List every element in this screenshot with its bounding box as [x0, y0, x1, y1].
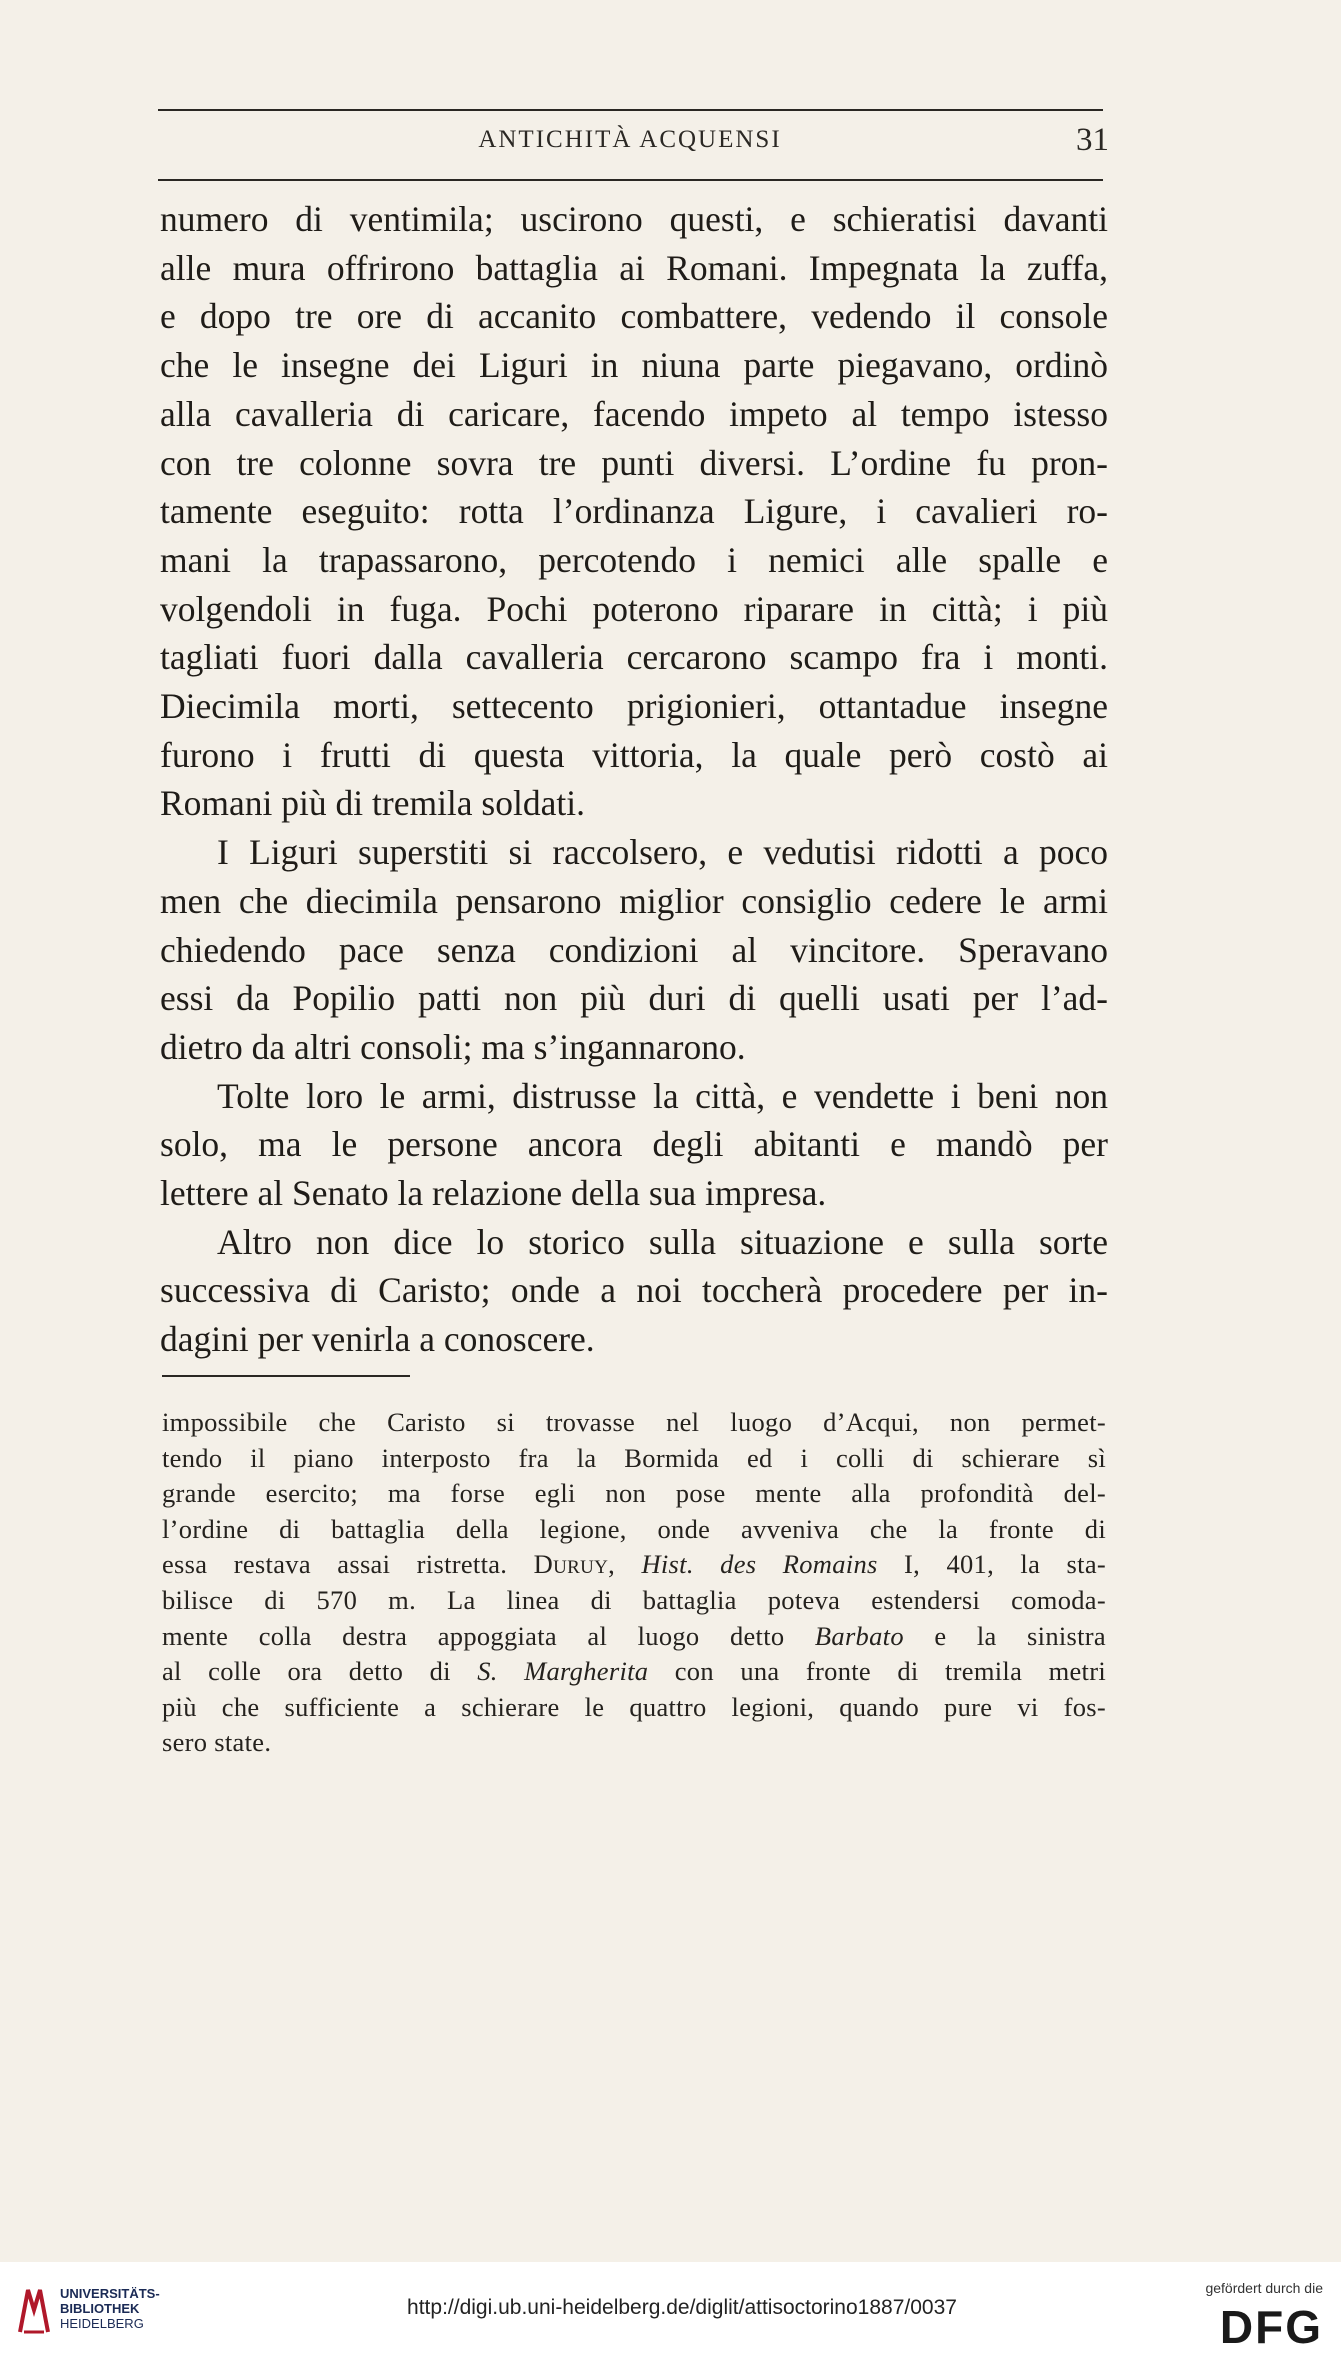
- footnote-line: [162, 1619, 1106, 1655]
- footnote-work-title: Hist. des Romains: [641, 1549, 878, 1580]
- text-line: tagliati fuori dalla cavalleria cercarono scampo fra i monti.: [160, 637, 1108, 678]
- text-line: Tolte loro le armi, distrusse la città, e vendette i beni non: [217, 1075, 1108, 1116]
- text-line: Altro non dice lo storico sulla situazione e sulla sorte: [217, 1221, 1108, 1262]
- paragraph-3: [160, 1072, 1108, 1218]
- footnote-line: grande esercito; ma forse egli non pose mente alla profondità del-: [162, 1478, 1106, 1509]
- text-line: Romani più di tremila soldati.: [160, 783, 585, 824]
- footnote-line: tendo il piano interposto fra la Bormida ed i colli di schierare sì: [162, 1442, 1106, 1473]
- text-line: con tre colonne sovra tre punti diversi. L’ordine fu pron-: [160, 442, 1108, 483]
- paragraph-4: [160, 1218, 1108, 1364]
- footnote-place: Barbato: [814, 1620, 904, 1651]
- footnote-text: essa restava assai ristretta.: [162, 1549, 534, 1580]
- footnote-line: bilisce di 570 m. La linea di battaglia poteva estendersi comoda-: [162, 1584, 1106, 1615]
- footnote-line: l’ordine di battaglia della legione, onde avveniva che la fronte di: [162, 1513, 1106, 1544]
- library-name-line: BIBLIOTHEK: [60, 2301, 140, 2316]
- footnote-line: sero state.: [162, 1727, 272, 1758]
- text-line: chiedendo pace senza condizioni al vincitore. Speravano: [160, 929, 1108, 970]
- text-line: alle mura offrirono battaglia ai Romani. Impegnata la zuffa,: [160, 247, 1108, 288]
- text-line: furono i frutti di questa vittoria, la quale però costò ai: [160, 734, 1108, 775]
- footnote: [162, 1405, 1106, 1761]
- footnote-text: e la sinistra: [903, 1620, 1106, 1651]
- text-line: essi da Popilio patti non più duri di quelli usati per l’ad-: [160, 978, 1108, 1019]
- university-logo-icon: [14, 2282, 54, 2342]
- running-title: ANTICHITÀ ACQUENSI: [478, 126, 782, 153]
- text-line: Diecimila morti, settecento prigionieri, ottantadue insegne: [160, 686, 1108, 727]
- header-top-rule: [158, 109, 1103, 111]
- footnote-line: più che sufficiente a schierare le quattro legioni, quando pure vi fos-: [162, 1691, 1106, 1722]
- footnote-rule: [162, 1375, 410, 1377]
- paragraph-2: [160, 828, 1108, 1072]
- text-line: e dopo tre ore di accanito combattere, vedendo il console: [160, 296, 1108, 337]
- text-line: I Liguri superstiti si raccolsero, e vedutisi ridotti a poco: [217, 832, 1108, 873]
- footnote-text: I, 401, la sta-: [877, 1549, 1107, 1580]
- library-name-line: HEIDELBERG: [60, 2316, 144, 2331]
- header-bottom-rule: [158, 179, 1103, 181]
- footnote-author: Duruy: [533, 1549, 609, 1580]
- page-number: 31: [1076, 122, 1109, 158]
- text-line: mani la trapassarono, percotendo i nemici alle spalle e: [160, 539, 1108, 580]
- footnote-line: impossibile che Caristo si trovasse nel luogo d’Acqui, non permet-: [162, 1407, 1106, 1437]
- footnote-text: ,: [608, 1549, 642, 1580]
- footnote-line: [162, 1654, 1106, 1690]
- text-line: alla cavalleria di caricare, facendo impeto al tempo istesso: [160, 393, 1108, 434]
- paragraph-1: [160, 195, 1108, 828]
- text-line: dietro da altri consoli; ma s’ingannarono.: [160, 1026, 746, 1067]
- funded-by-text: gefördert durch die: [1205, 2280, 1323, 2296]
- text-line: solo, ma le persone ancora degli abitanti e mandò per: [160, 1124, 1108, 1165]
- main-text: [160, 195, 1108, 1364]
- text-line: volgendoli in fuga. Pochi poterono riparare in città; i più: [160, 588, 1108, 629]
- text-line: lettere al Senato la relazione della sua impresa.: [160, 1173, 827, 1214]
- dfg-logo: DFG: [1219, 2301, 1323, 2353]
- text-line: tamente eseguito: rotta l’ordinanza Ligure, i cavalieri ro-: [160, 491, 1108, 532]
- text-line: dagini per venirla a conoscere.: [160, 1319, 595, 1360]
- library-name: [60, 2286, 160, 2331]
- footnote-text: con una fronte di tremila metri: [648, 1656, 1106, 1687]
- text-line: successiva di Caristo; onde a noi toccherà procedere per in-: [160, 1270, 1108, 1311]
- text-line: numero di ventimila; uscirono questi, e schieratisi davanti: [160, 199, 1108, 239]
- footnote-line: [162, 1547, 1106, 1583]
- text-line: men che diecimila pensarono miglior consiglio cedere le armi: [160, 880, 1108, 921]
- footnote-text: al colle ora detto di: [162, 1656, 478, 1687]
- footnote-text: mente colla destra appoggiata al luogo detto: [162, 1620, 815, 1651]
- footnote-place: S. Margherita: [477, 1656, 649, 1687]
- library-name-line: UNIVERSITÄTS-: [60, 2286, 160, 2301]
- source-url-link[interactable]: http://digi.ub.uni-heidelberg.de/diglit/attisoctorino1887/0037: [407, 2296, 957, 2319]
- text-line: che le insegne dei Liguri in niuna parte piegavano, ordinò: [160, 345, 1108, 386]
